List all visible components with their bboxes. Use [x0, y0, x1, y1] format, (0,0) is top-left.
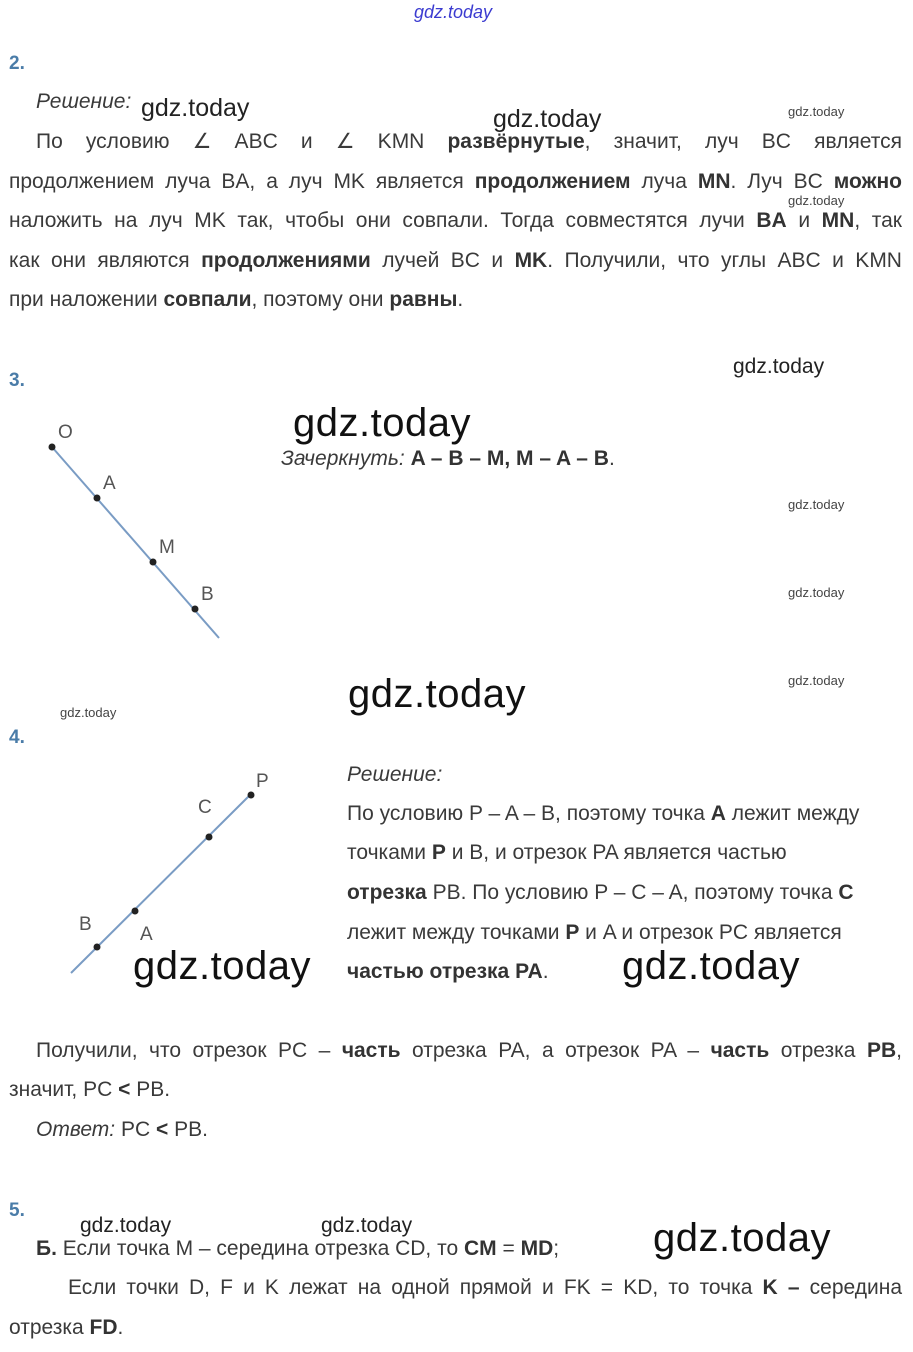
label-a: A	[140, 924, 153, 945]
task-4-conclusion-2: значит, PC < PB.	[9, 1078, 171, 1101]
watermark: gdz.today	[733, 355, 825, 378]
top-watermark: gdz.today	[414, 2, 493, 22]
label-c: C	[198, 797, 212, 818]
task-2-line-4: как они являются продолжениями лучей BC и MK. Получили, что углы ABC и KMN	[9, 249, 902, 272]
task-4-number: 4.	[9, 727, 25, 748]
task-2-line-1: По условию ∠ ABC и ∠ KMN развёрнутые, значит, луч BC является	[36, 130, 902, 153]
point-a	[132, 908, 139, 915]
label-b: B	[79, 914, 92, 935]
watermark: gdz.today	[788, 673, 845, 688]
task-4-line-3: отрезка PB. По условию P – C – A, поэтому точка C	[347, 881, 854, 904]
watermark: gdz.today	[622, 944, 800, 988]
task-4-conclusion-1: Получили, что отрезок PC – часть отрезка PA, а отрезок PA – часть отрезка PB,	[36, 1039, 902, 1062]
task-4-line-2: точками P и B, и отрезок PA является частью	[347, 841, 787, 864]
watermark: gdz.today	[788, 104, 845, 119]
watermark: gdz.today	[653, 1216, 831, 1260]
watermark: gdz.today	[60, 705, 117, 720]
task-2-solution-label: Решение:	[36, 90, 132, 113]
watermark: gdz.today	[293, 401, 471, 445]
task-5-line-1: Б. Если точка M – середина отрезка CD, то CM = MD;	[36, 1237, 560, 1260]
watermark: gdz.today	[788, 193, 845, 208]
task-2-line-3: наложить на луч MK так, чтобы они совпали. Тогда совместятся лучи BA и MN, так	[9, 209, 902, 232]
watermark: gdz.today	[788, 497, 845, 512]
task-4-line-1: По условию P – A – B, поэтому точка A лежит между	[347, 802, 860, 825]
label-o: O	[58, 422, 73, 443]
point-m	[150, 559, 157, 566]
task-5-number: 5.	[9, 1200, 25, 1221]
watermark: gdz.today	[348, 672, 526, 716]
task-3-number: 3.	[9, 370, 25, 391]
task-4-line-5: частью отрезка PA.	[347, 960, 549, 983]
task-4-answer: Ответ: PC < PB.	[36, 1118, 208, 1141]
task-2-line-5: при наложении совпали, поэтому они равны.	[9, 288, 464, 311]
watermark: gdz.today	[321, 1214, 413, 1237]
task-4-line-4: лежит между точками P и A и отрезок PC является	[347, 921, 842, 944]
task-3-cross-out: Зачеркнуть: A – B – M, M – A – B.	[281, 447, 615, 470]
label-m: M	[159, 537, 175, 558]
task-5-line-3: отрезка FD.	[9, 1316, 124, 1339]
point-p	[248, 792, 255, 799]
task-3-diagram	[0, 400, 300, 660]
label-b: B	[201, 584, 214, 605]
point-c	[206, 834, 213, 841]
point-b	[94, 944, 101, 951]
label-p: P	[256, 771, 269, 792]
task-2-number: 2.	[9, 53, 25, 74]
task-2-line-2: продолжением луча BA, а луч MK является продолжением луча MN. Луч BC можно	[9, 170, 902, 193]
watermark: gdz.today	[80, 1214, 172, 1237]
label-a: A	[103, 473, 116, 494]
watermark: gdz.today	[493, 105, 602, 133]
watermark: gdz.today	[141, 94, 250, 122]
watermark: gdz.today	[788, 585, 845, 600]
watermark: gdz.today	[133, 944, 311, 988]
task-4-solution-label: Решение:	[347, 763, 443, 786]
point-b	[192, 606, 199, 613]
point-o	[49, 444, 56, 451]
task-5-line-2: Если точки D, F и K лежат на одной прямой и FK = KD, то точка K – середина	[68, 1276, 903, 1299]
point-a	[94, 495, 101, 502]
